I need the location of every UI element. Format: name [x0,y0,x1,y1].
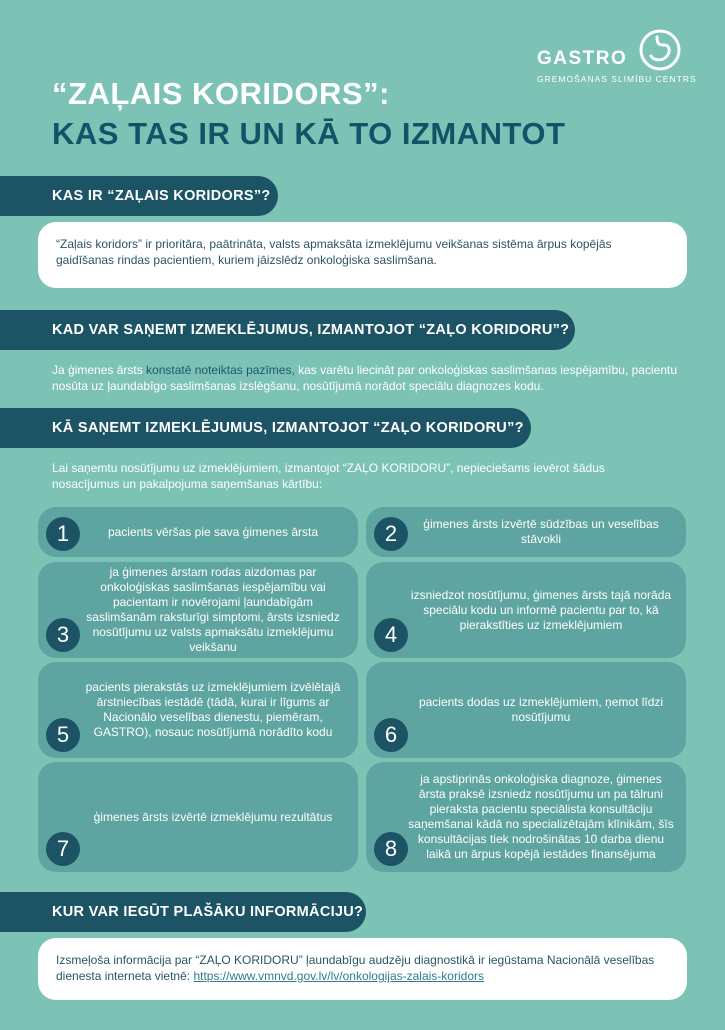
step-card-7 [38,762,358,872]
page-title-line1: “ZAĻAIS KORIDORS”: [52,76,390,111]
section-more-info-text: Izsmeļoša informācija par “ZAĻO KORIDORU” ļaundabīgu audzēju diagnostikā ir iegūstama Nacionālā veselības dienesta interneta vietnē: [56,953,655,983]
step-text: ģimenes ārsts izvērtē izmeklējumu rezultātus [93,809,333,824]
section-heading-when: KAD VAR SAŅEMT IZMEKLĒJUMUS, IZMANTOJOT “ZAĻO KORIDORU”? [0,310,575,350]
step-number: 5 [46,718,80,752]
section-when-text-start: Ja ģimenes ārsts [52,363,147,377]
step-number: 2 [374,517,408,551]
step-card-1 [38,507,358,557]
section-heading-how: KĀ SAŅEMT IZMEKLĒJUMUS, IZMANTOJOT “ZAĻO KORIDORU”? [0,408,531,448]
section-heading-more-info: KUR VAR IEGŪT PLAŠĀKU INFORMĀCIJU? [0,892,366,932]
step-card-4 [366,562,686,658]
section-what-is-text: “Zaļais koridors” ir prioritāra, paātrināta, valsts apmaksāta izmeklējumu veikšanas sistēma ārpus kopējās gaidīšanas rindas pacientiem, kuriem jāizslēdz onkoloģiska saslimšana. [56,237,612,267]
nvd-website-link[interactable]: https://www.vmnvd.gov.lv/lv/onkologijas-zalais-koridors [193,969,484,983]
logo-wordmark: GASTRO [537,48,628,69]
gastro-logo [537,28,697,84]
step-number: 4 [374,618,408,652]
page-title-line2: KAS TAS IR UN KĀ TO IZMANTOT [52,116,566,151]
step-number: 7 [46,832,80,866]
step-number: 1 [46,517,80,551]
step-card-8 [366,762,686,872]
step-text: ja ģimenes ārstam rodas aizdomas par onkoloģiskas saslimšanas iespējamību vai pacientam ir novērojami ļaundabīgām saslimšanām raksturīgi simptomi, ārsts izsniedz nosūtījumu uz valsts apmaksātu izmeklējumu veikšanu [86,565,340,654]
step-text: pacients pierakstās uz izmeklējumiem izvēlētajā ārstniecības iestādē (tādā, kurai ir līgums ar Nacionālo veselības dienestu, piemēram, GASTRO), nosauc nosūtījumā norādīto kodu [85,680,341,739]
step-card-2 [366,507,686,557]
step-card-6 [366,662,686,758]
step-card-5 [38,662,358,758]
section-what-is-box [38,222,687,288]
step-text: pacients dodas uz izmeklējumiem, ņemot līdzi nosūtījumu [418,695,664,724]
section-more-info-box [38,938,687,1000]
step-number: 8 [374,832,408,866]
section-when-highlight: konstatē noteiktas pazīmes, [146,363,295,377]
step-number: 3 [46,618,80,652]
step-text: ģimenes ārsts izvērtē sūdzības un veselības stāvokli [423,517,659,546]
step-number: 6 [374,718,408,752]
logo-subtitle: GREMOŠANAS SLIMĪBU CENTRS [537,74,697,84]
step-text: pacients vēršas pie sava ģimenes ārsta [107,524,319,539]
step-text: ja apstiprinās onkoloģiska diagnoze, ģimenes ārsta praksē izsniedz nosūtījumu un pa tālruni pieraksta pacientu speciālista konsultāciju saņemšanai kādā no specializētajām klīnikām, šīs konsultācijas tiek nodrošinātas 10 darba dienu laikā un ārpus kopējā iestādes finansējuma [408,772,674,861]
section-how-intro: Lai saņemtu nosūtījumu uz izmeklējumiem, izmantojot “ZAĻO KORIDORU”, nepieciešams ievērot šādus nosacījumus un pakalpojuma saņemšanas kārtību: [52,461,605,491]
step-card-3 [38,562,358,658]
step-text: izsniedzot nosūtījumu, ģimenes ārsts tajā norāda speciālu kodu un informē pacientu par to, kā pierakstīties uz izmeklējumiem [410,587,672,632]
section-when-text-end: kas varētu liecināt par onkoloģiskas saslimšanas iespējamību, pacientu nosūta uz ļaundabīgo saslimšanas izslēgšanu, nosūtījumā norādot speciālu diagnozes kodu. [52,363,677,393]
section-heading-what-is: KAS IR “ZAĻAIS KORIDORS”? [0,176,278,216]
section-when-text [52,362,687,394]
stomach-icon [637,28,683,72]
